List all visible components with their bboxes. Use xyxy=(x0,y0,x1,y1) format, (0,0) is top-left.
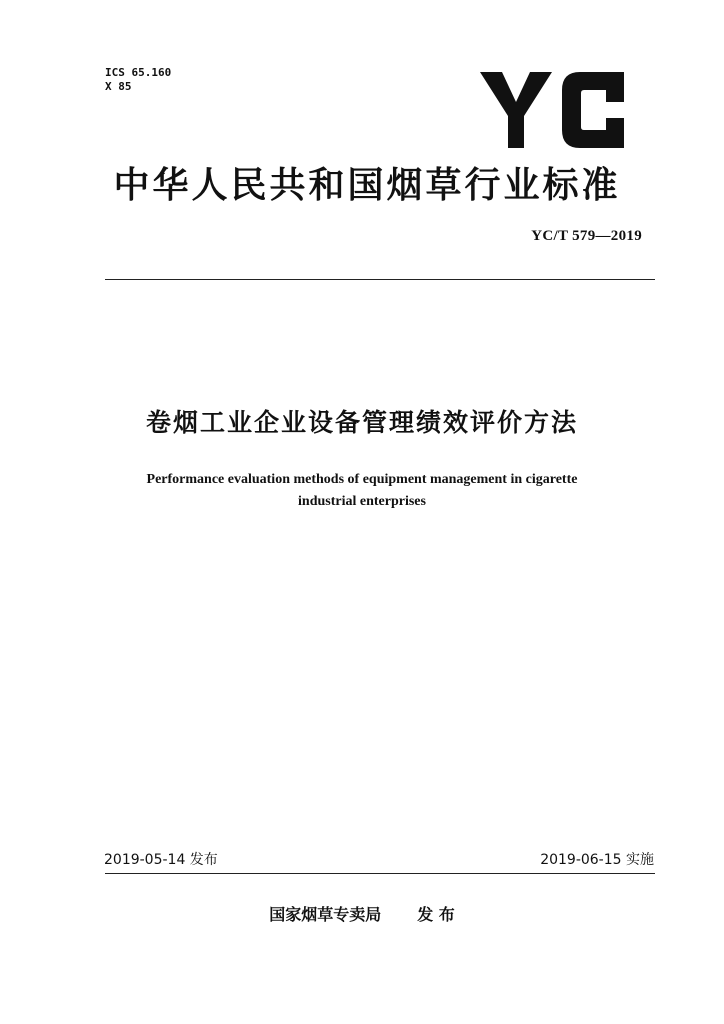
publisher-name: 国家烟草专卖局 xyxy=(269,905,382,924)
english-title-line-2: industrial enterprises xyxy=(298,494,426,509)
ics-code: ICS 65.160 xyxy=(105,66,172,79)
implementation-date: 2019-06-15 实施 xyxy=(540,852,654,868)
organization-title: 中华人民共和国烟草行业标准 xyxy=(113,165,621,206)
classification-code: X 85 xyxy=(105,80,132,93)
standard-number: YC/T 579—2019 xyxy=(531,228,642,244)
bottom-divider xyxy=(105,873,655,874)
document-title-chinese: 卷烟工业企业设备管理绩效评价方法 xyxy=(145,408,578,437)
english-title-line-1: Performance evaluation methods of equipment management in cigarette xyxy=(146,472,578,487)
document-title-english xyxy=(0,469,724,513)
top-divider xyxy=(105,279,655,280)
yc-logo xyxy=(478,72,624,148)
issue-date: 2019-05-14 发布 xyxy=(104,852,218,868)
publisher-action: 发 布 xyxy=(417,905,455,924)
publisher-line xyxy=(0,904,724,926)
